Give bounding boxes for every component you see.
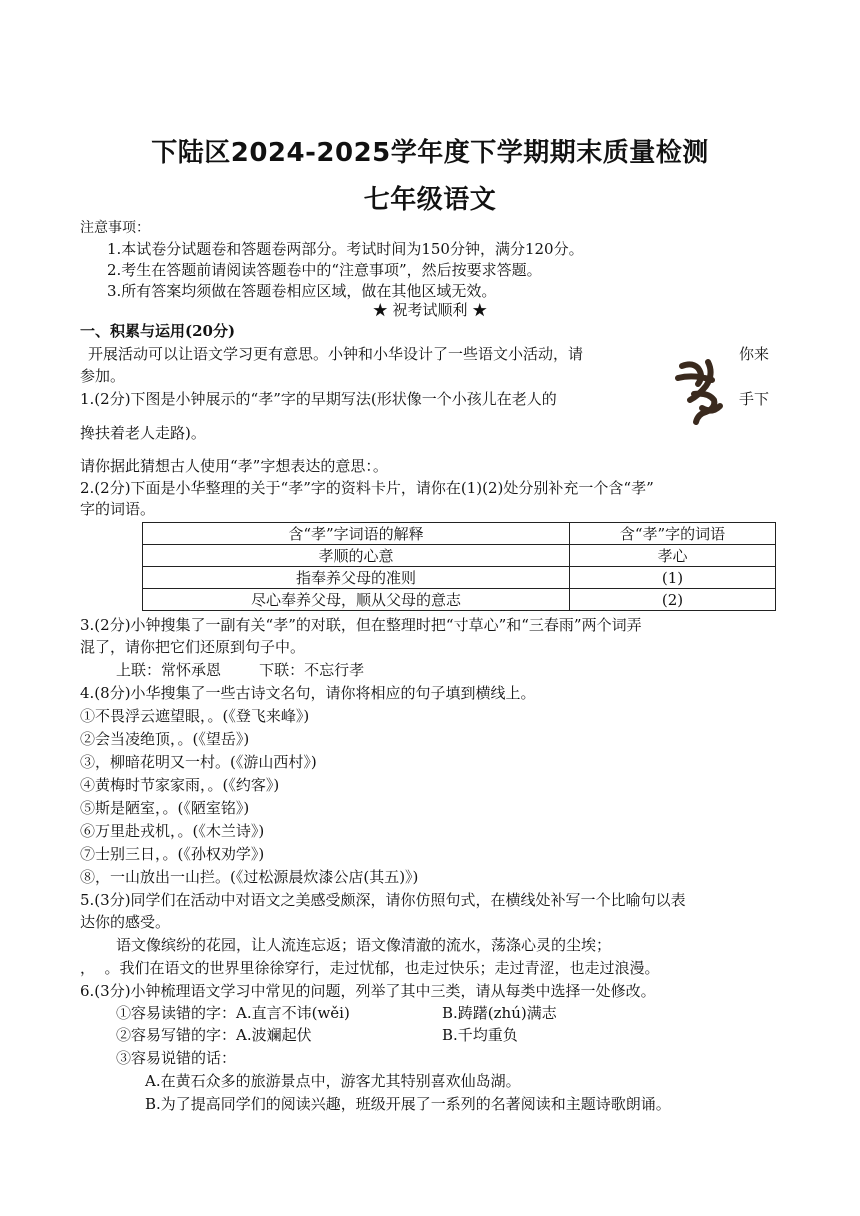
table-row bbox=[143, 545, 776, 567]
q3-line-1: 3.(2分)小钟搜集了一副有关“孝”的对联，但在整理时把“寸草心”和“三春雨”两个词弄 bbox=[80, 616, 642, 634]
q3-line-2: 混了，请你把它们还原到句子中。 bbox=[80, 638, 306, 656]
table-cell: (1) bbox=[570, 567, 776, 589]
table-cell: 指奉养父母的准则 bbox=[143, 567, 570, 589]
intro-line-1-end: 你来 bbox=[739, 345, 770, 363]
poem-line: ⑤斯是陋室，。(《陋室铭》) bbox=[80, 799, 250, 817]
poem-line: ⑦士别三日，。(《孙权劝学》) bbox=[80, 845, 265, 863]
q6-option-3: ③容易说错的话： bbox=[116, 1049, 237, 1067]
table-header-row bbox=[143, 523, 776, 545]
poem-line: ④黄梅时节家家雨，。(《约客》) bbox=[80, 776, 280, 794]
xiao-word-card-table bbox=[142, 522, 776, 611]
section-heading: 一、积累与运用(20分) bbox=[80, 322, 236, 340]
q6-option-2b: B.千均重负 bbox=[442, 1026, 518, 1044]
blessing-text: ★ 祝考试顺利 ★ bbox=[372, 301, 488, 319]
q6-line: 6.(3分)小钟梳理语文学习中常见的问题，列举了其中三类，请从每类中选择一处修改。 bbox=[80, 982, 656, 1000]
q5-line-2: 达你的感受。 bbox=[80, 913, 171, 931]
table-row bbox=[143, 589, 776, 611]
q2-line-1: 2.(2分)下面是小华整理的关于“孝”字的资料卡片，请你在(1)(2)处分别补充一个含“孝” bbox=[80, 479, 654, 497]
q6-option-3b: B.为了提高同学们的阅读兴趣，班级开展了一系列的名著阅读和主题诗歌朗诵。 bbox=[145, 1095, 671, 1113]
table-cell: 尽心奉养父母，顺从父母的意志 bbox=[143, 589, 570, 611]
poem-line: ⑧，一山放出一山拦。(《过松源晨炊漆公店(其五)》) bbox=[80, 868, 419, 886]
q1-line-2: 搀扶着老人走路)。 bbox=[80, 424, 206, 442]
table-cell: (2) bbox=[570, 589, 776, 611]
exam-title: 下陆区2024-2025学年度下学期期末质量检测 bbox=[151, 138, 709, 168]
table-cell: 孝心 bbox=[570, 545, 776, 567]
table-header-cell: 含“孝”字词语的解释 bbox=[143, 523, 570, 545]
notice-item-3: 3.所有答案均须做在答题卷相应区域，做在其他区域无效。 bbox=[107, 282, 497, 300]
q6-option-1b: B.踌躇(zhú)满志 bbox=[442, 1004, 557, 1022]
q4-line: 4.(8分)小华搜集了一些古诗文名句，请你将相应的句子填到横线上。 bbox=[80, 684, 536, 702]
poem-line: ⑥万里赴戎机，。(《木兰诗》) bbox=[80, 822, 265, 840]
exam-subtitle: 七年级语文 bbox=[363, 185, 497, 215]
q3-couplet: 上联：常怀承恩 下联：不忘行孝 bbox=[116, 661, 365, 679]
notice-item-1: 1.本试卷分试题卷和答题卷两部分。考试时间为150分钟，满分120分。 bbox=[107, 240, 584, 258]
q2-line-2: 字的词语。 bbox=[80, 500, 156, 518]
q1-line-1: 1.(2分)下图是小钟展示的“孝”字的早期写法(形状像一个小孩儿在老人的 bbox=[80, 390, 557, 408]
q5-line-4: ， 。我们在语文的世界里徐徐穿行，走过忧郁，也走过快乐；走过青涩，也走过浪漫。 bbox=[80, 959, 660, 977]
intro-line-1: 开展活动可以让语文学习更有意思。小钟和小华设计了一些语文小活动，请 bbox=[88, 345, 584, 363]
poem-line: ①不畏浮云遮望眼，。(《登飞来峰》) bbox=[80, 707, 310, 725]
q1-line-1-end: 手下 bbox=[739, 390, 770, 408]
table-header-cell: 含“孝”字的词语 bbox=[570, 523, 776, 545]
notice-heading: 注意事项： bbox=[80, 220, 150, 236]
poem-line: ③，柳暗花明又一村。(《游山西村》) bbox=[80, 753, 317, 771]
q6-option-1a: ①容易读错的字：A.直言不讳(wěi) bbox=[116, 1004, 350, 1022]
q6-option-2a: ②容易写错的字：A.波斓起伏 bbox=[116, 1026, 312, 1044]
table-cell: 孝顺的心意 bbox=[143, 545, 570, 567]
intro-line-2: 参加。 bbox=[80, 367, 126, 385]
q5-line-1: 5.(3分)同学们在活动中对语文之美感受颇深，请你仿照句式，在横线处补写一个比喻句以表 bbox=[80, 891, 686, 909]
q1-line-3: 请你据此猜想古人使用“孝”字想表达的意思：。 bbox=[80, 457, 388, 475]
q5-line-3: 语文像缤纷的花园，让人流连忘返；语文像清澈的流水，荡涤心灵的尘埃； bbox=[116, 936, 612, 954]
ancient-xiao-character-icon bbox=[668, 356, 732, 428]
notice-item-2: 2.考生在答题前请阅读答题卷中的“注意事项”，然后按要求答题。 bbox=[107, 261, 542, 279]
table-row bbox=[143, 567, 776, 589]
q6-option-3a: A.在黄石众多的旅游景点中，游客尤其特别喜欢仙岛湖。 bbox=[145, 1072, 521, 1090]
poem-line: ②会当凌绝顶，。(《望岳》) bbox=[80, 730, 250, 748]
